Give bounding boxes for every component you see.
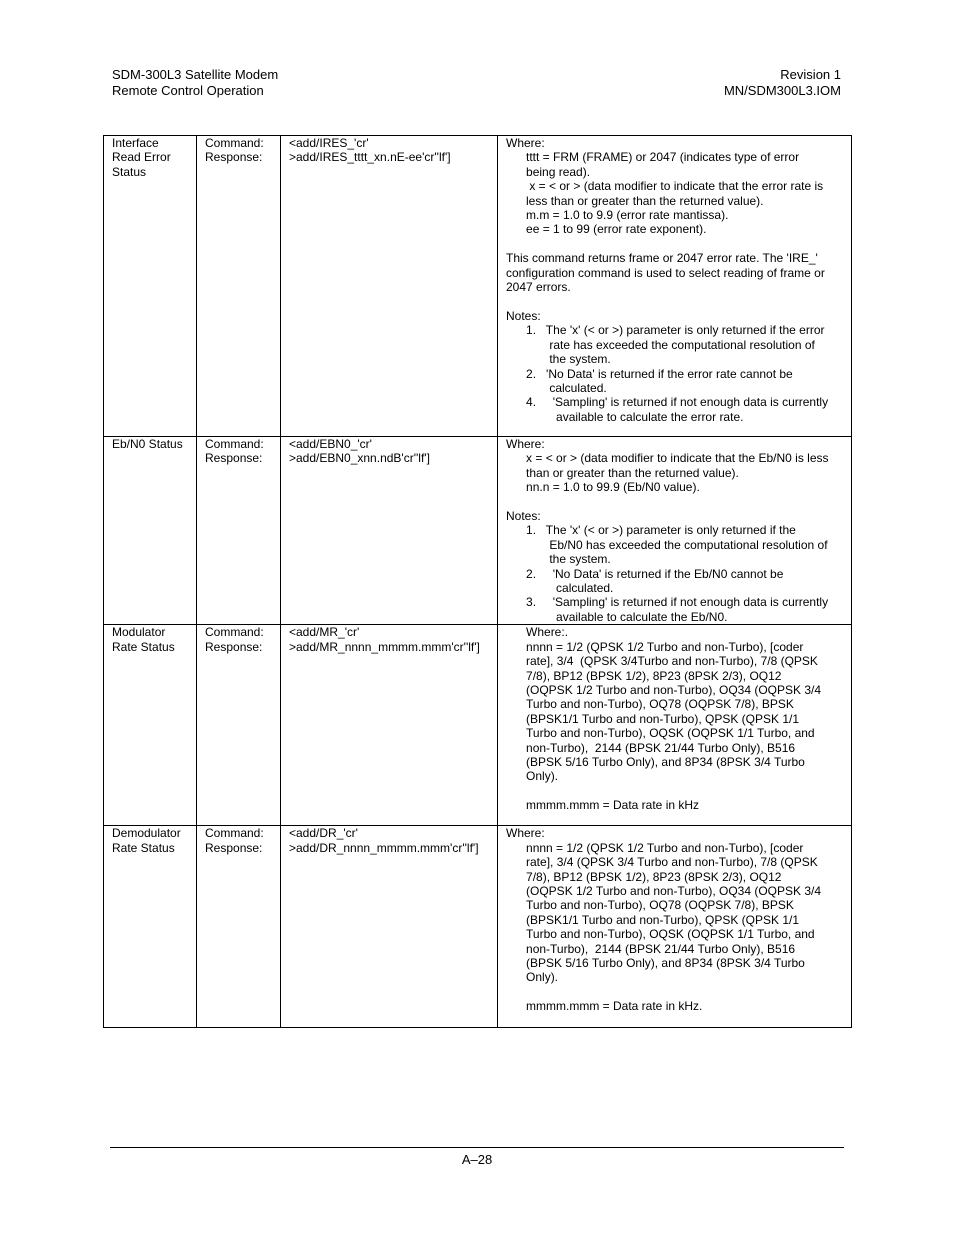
section-title: Remote Control Operation	[112, 83, 264, 98]
document-title: SDM-300L3 Satellite Modem	[112, 67, 279, 82]
command-description: Where:. nnnn = 1/2 (QPSK 1/2 Turbo and non-Turbo), [coder rate], 3/4 (QPSK 3/4Turbo and non-Turbo), 7/8 (QPSK 7/8), BP12 (BPSK 1/2), 8P23 (8PSK 2/3), OQ12 (OQPSK 1/2 Turbo and non-Turbo), OQ34 (OQPSK 3/4 Turbo and non-Turbo), OQ78 (OQPSK 7/8), BPSK (BPSK1/1 Turbo and non-Turbo), QPSK (QPSK 1/1 Turbo and non-Turbo), OQSK (OQPSK 1/1 Turbo, and non-Turbo), 2144 (BPSK 21/44 Turbo Only), B516 (BPSK 5/16 Turbo Only), and 8P34 (8PSK 3/4 Turbo Only). mmmm.mmm = Data rate in kHz	[498, 625, 852, 826]
command-syntax: <add/IRES_'cr' >add/IRES_tttt_xn.nE-ee'cr''lf']	[281, 136, 498, 437]
parameter-name: Demodulator Rate Status	[104, 826, 197, 1028]
table-row	[104, 136, 852, 437]
command-response-labels: Command: Response:	[197, 437, 281, 625]
command-table	[103, 135, 852, 1028]
document-number: MN/SDM300L3.IOM	[723, 83, 841, 98]
command-description: Where: x = < or > (data modifier to indicate that the Eb/N0 is less than or greater than the returned value). nn.n = 1.0 to 99.9 (Eb/N0 value). Notes: 1. The 'x' (< or >) parameter is only returned if the Eb/N0 has exceeded the computational resolution of the system. 2. 'No Data' is returned if the Eb/N0 cannot be calculated. 3. 'Sampling' is returned if not enough data is currently available to calculate the Eb/N0.	[498, 437, 852, 625]
parameter-name: Eb/N0 Status	[104, 437, 197, 625]
header-left	[112, 67, 278, 99]
parameter-name: Interface Read Error Status	[104, 136, 197, 437]
revision-label: Revision 1	[780, 67, 841, 82]
command-response-labels: Command: Response:	[197, 625, 281, 826]
command-description: Where: nnnn = 1/2 (QPSK 1/2 Turbo and non-Turbo), [coder rate], 3/4 (QPSK 3/4 Turbo and non-Turbo), 7/8 (QPSK 7/8), BP12 (BPSK 1/2), 8P23 (8PSK 2/3), OQ12 (OQPSK 1/2 Turbo and non-Turbo), OQ34 (OQPSK 3/4 Turbo and non-Turbo), OQ78 (OQPSK 7/8), BPSK (BPSK1/1 Turbo and non-Turbo), QPSK (QPSK 1/1 Turbo and non-Turbo), OQSK (OQPSK 1/1 Turbo, and non-Turbo), 2144 (BPSK 21/44 Turbo Only), B516 (BPSK 5/16 Turbo Only), and 8P34 (8PSK 3/4 Turbo Only). mmmm.mmm = Data rate in kHz.	[498, 826, 852, 1028]
command-response-labels: Command: Response:	[197, 136, 281, 437]
footer-divider	[110, 1147, 844, 1148]
parameter-name: Modulator Rate Status	[104, 625, 197, 826]
command-syntax: <add/DR_'cr' >add/DR_nnnn_mmmm.mmm'cr''lf']	[281, 826, 498, 1028]
command-syntax: <add/MR_'cr' >add/MR_nnnn_mmmm.mmm'cr''lf']	[281, 625, 498, 826]
header-right	[724, 67, 841, 99]
table-row	[104, 826, 852, 1028]
command-description: Where: tttt = FRM (FRAME) or 2047 (indicates type of error being read). x = < or > (data modifier to indicate that the error rate is less than or greater than the returned value). m.m = 1.0 to 9.9 (error rate mantissa). ee = 1 to 99 (error rate exponent). This command returns frame or 2047 error rate. The 'IRE_' configuration command is used to select reading of frame or 2047 errors. Notes: 1. The 'x' (< or >) parameter is only returned if the error rate has exceeded the computational resolution of the system. 2. 'No Data' is returned if the error rate cannot be calculated. 4. 'Sampling' is returned if not enough data is currently available to calculate the error rate.	[498, 136, 852, 437]
page-number: A–28	[461, 1152, 493, 1167]
command-response-labels: Command: Response:	[197, 826, 281, 1028]
table-row	[104, 625, 852, 826]
command-syntax: <add/EBN0_'cr' >add/EBN0_xnn.ndB'cr''lf']	[281, 437, 498, 625]
table-row	[104, 437, 852, 625]
